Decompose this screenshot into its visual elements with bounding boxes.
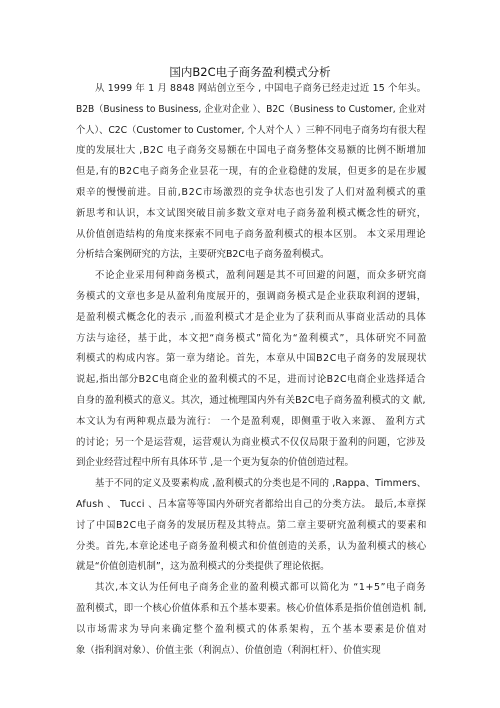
- text-line: 新思考和认识，本文试图突破目前多数文章对电子商务盈利模式概念性的研究，: [76, 207, 427, 219]
- text-line: 务模式的文章也多是从盈利角度展开的，强调商务模式是企业获取利润的逻辑，: [76, 291, 427, 302]
- text-line: 艰辛的慢慢前进。目前,B2C市场激烈的竞争状态也引发了人们对盈利模式的重: [76, 187, 427, 198]
- text-line: 本文认为有两种观点最为流行： 一个是盈利观，即侧重于收入来源、 盈利方式: [76, 415, 426, 427]
- text-line: 以市场需求为导向来确定整个盈利模式的体系架构，五个基本要素是价值对: [76, 623, 428, 635]
- text-line: 分类。首先,本章论述电子商务盈利模式和价值创造的关系，认为盈利模式的核心: [76, 540, 427, 552]
- text-line: B2B（Business to Business, 企业对企业 ）、B2C（Business to Customer, 企业对: [76, 103, 426, 115]
- text-line: 方法与途径，基于此，本文把“商务模式”简化为“盈利模式”，具体研究不同盈: [76, 332, 428, 344]
- text-line: 其次,本文认为任何电子商务企业的盈利模式都可以简化为 “1+5”电子商务: [95, 582, 427, 594]
- text-line: 但是,有的B2C电子商务企业昙花一现，有的企业稳健的发展，但更多的是在步履: [76, 166, 427, 178]
- text-line: 盈利模式，即一个核心价值体系和五个基本要素。核心价值体系是指价值创造机 制,: [76, 603, 427, 614]
- text-line: 度的发展壮大 ,B2C 电子商务交易额在中国电子商务整体交易额的比例不断增加: [76, 145, 427, 157]
- text-line: 讨了中国B2C电子商务的发展历程及其特点。第二章主要研究盈利模式的要素和: [76, 519, 427, 531]
- text-line: 从价值创造结构的角度来探索不同电子商务盈利模式的根本区别。 本文采用理论: [76, 228, 427, 240]
- text-line: 的讨论；另一个是运营观，运营观认为商业模式不仅仅局限于盈利的问题，它涉及: [76, 436, 426, 448]
- text-line: 个人）、C2C（Customer to Customer, 个人对个人 ）三种不同电子商务均有很大程: [76, 124, 426, 136]
- text-line: 是盈利模式概念化的表示 ,而盈利模式才是企业为了获利而从事商业活动的具体: [76, 311, 427, 323]
- document-title: 国内B2C电子商务盈利模式分析: [169, 65, 331, 79]
- text-line: 到企业经营过程中所有具体环节 ,是一个更为复杂的价值创造过程。: [76, 457, 354, 469]
- text-line: 分析结合案例研究的方法，主要研究B2C电子商务盈利模式。: [76, 249, 330, 261]
- text-line: Afush 、 Tucci 、吕本富等等国内外研究者都给出自己的分类方法。 最后,本章探: [76, 499, 427, 510]
- text-line: 不论企业采用何种商务模式，盈利问题是其不可回避的问题，而众多研究商: [95, 270, 428, 282]
- text-line: 说起,指出部分B2C电商企业的盈利模式的不足，进而讨论B2C电商企业选择适合: [76, 374, 426, 386]
- text-line: 自身的盈利模式的意义。其次，通过梳理国内外有关B2C电子商务盈利模式的文 献,: [76, 395, 426, 406]
- text-line: 基于不同的定义及要素构成 ,盈利模式的分类也是不同的 ,Rappa、Timmers、: [95, 478, 427, 490]
- text-line: 象（指利润对象）、价值主张（利润点）、价值创造（利润杠杆）、价值实现: [76, 644, 381, 656]
- text-line: 从 1999 年 1 月 8848 网站创立至今 , 中国电子商务已经走过近 15 个年头。: [95, 83, 427, 94]
- text-line: 就是“价值创造机制”，这为盈利模式的分类提供了理论依据。: [76, 561, 330, 573]
- text-line: 利模式的构成内容。第一章为绪论。首先，本章从中国B2C电子商务的发展现状: [76, 353, 427, 365]
